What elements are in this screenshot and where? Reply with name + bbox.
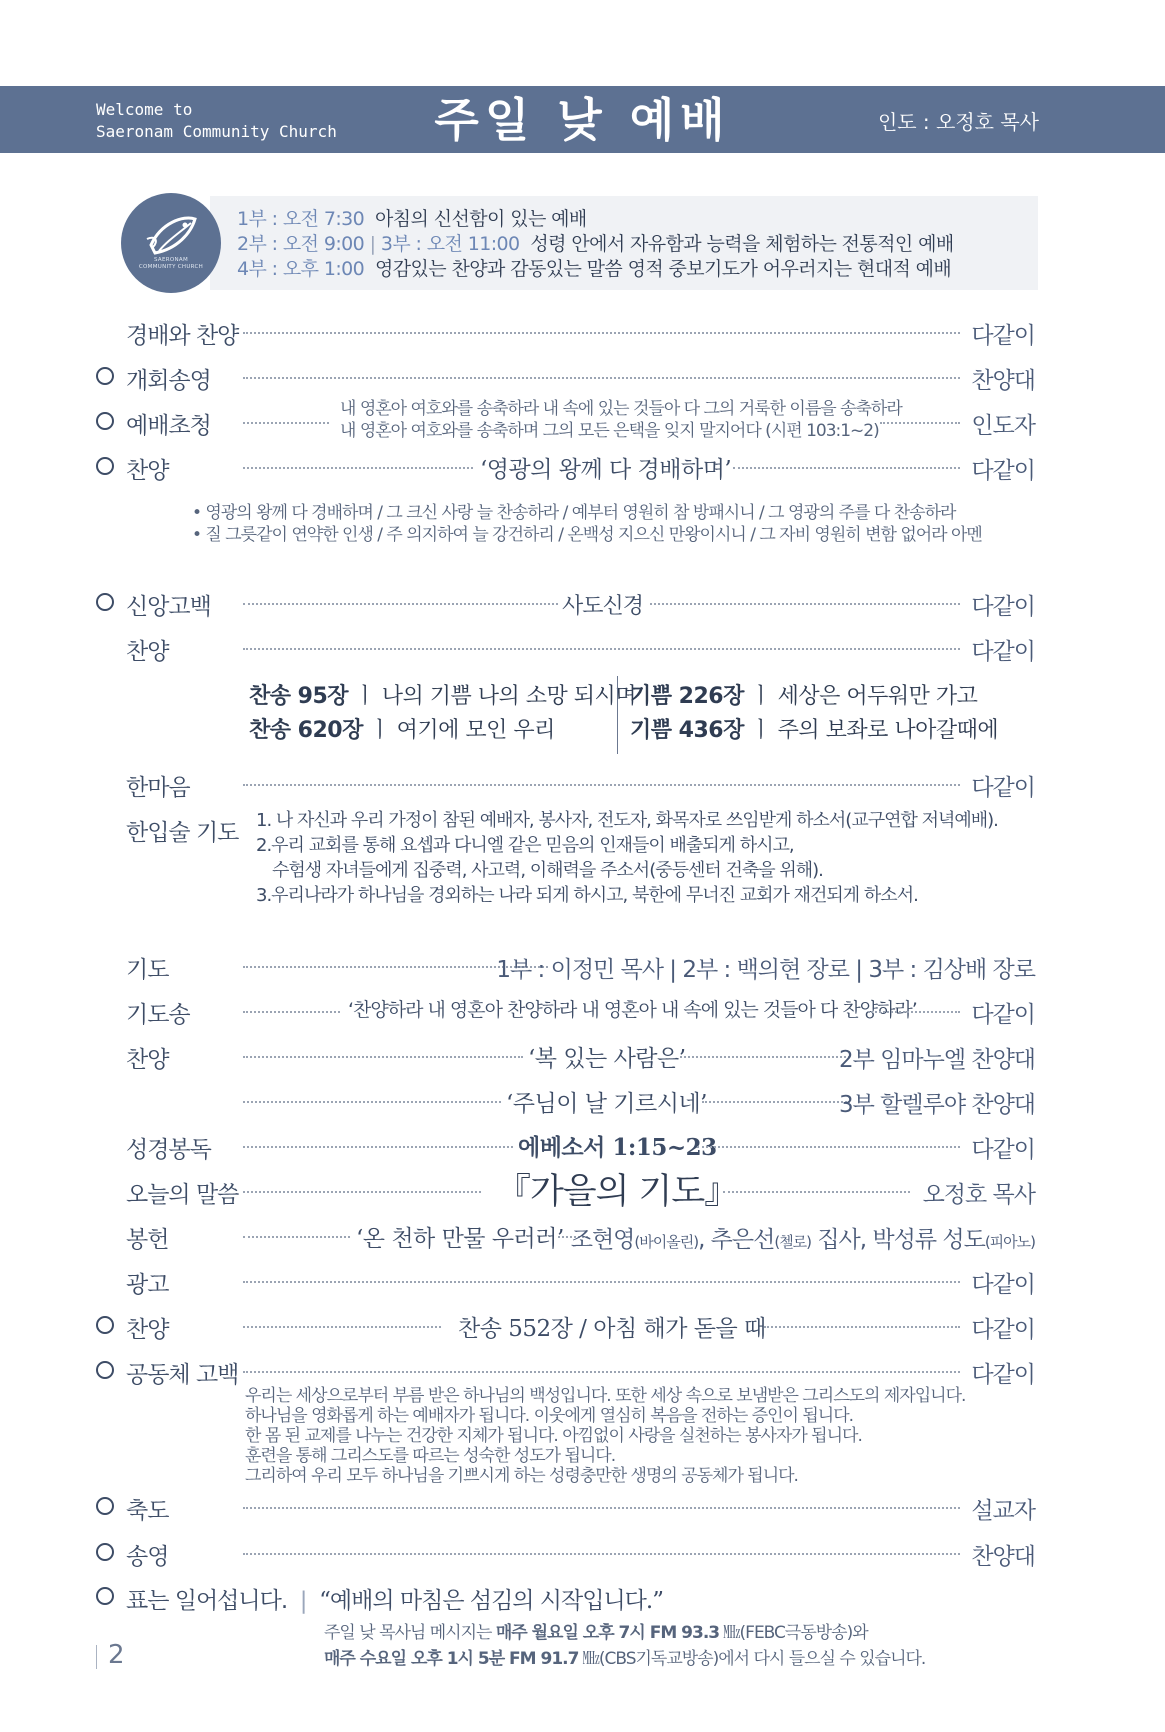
stand-marker	[96, 1497, 114, 1515]
call-scripture: 내 영혼아 여호와를 송축하라 내 속에 있는 것들아 다 그의 거룩한 이름을 송축하라 내 영혼아 여호와를 송축하며 그의 모든 은택을 잊지 말지어다 (시편 103:1~2)	[340, 399, 902, 441]
dotted-leader	[697, 1146, 960, 1148]
order-right-praise3-1: 2부 임마누엘 찬양대	[839, 1047, 1035, 1073]
praise3-title-2: ‘주님이 날 기르시네’	[506, 1091, 707, 1117]
order-label-worship: 경배와 찬양	[126, 323, 239, 349]
reading-passage: 에베소서 1:15~23	[518, 1134, 717, 1161]
service-time-3: 4부 : 오후 1:00 영감있는 찬양과 감동있는 말씀 영적 중보기도가 어우러지는 현대적 예배	[237, 258, 952, 280]
order-label-prayer: 한입술 기도	[126, 820, 239, 846]
order-label-reading: 성경봉독	[126, 1137, 211, 1163]
stand-note: 표는 일어섭니다. | “예배의 마침은 섬김의 시작입니다.”	[126, 1588, 663, 1614]
hymn-item: 기쁨 226장 ㅣ 세상은 어두워만 가고	[630, 684, 978, 709]
order-label-call: 예배초청	[126, 413, 211, 439]
order-label-praise4: 찬양	[126, 1317, 169, 1343]
order-label-sermon: 오늘의 말씀	[126, 1182, 239, 1208]
confession-text: 우리는 세상으로부터 부름 받은 하나님의 백성입니다. 또한 세상 속으로 보냄받은 그리스도의 제자입니다. 하나님을 영화롭게 하는 예배자가 됩니다. 이웃에게 열심히 복음을 전하는 증인이 됩니다. 한 몸 된 교제를 나누는 건강한 지체가 됩니다. 아낌없이 사랑을 실천하는 봉사자가 됩니다. 훈련을 통해 그리스도를 따르는 성숙한 성도가 됩니다. 그리하여 우리 모두 하나님을 기쁘시게 하는 성령충만한 생명의 공동체가 됩니다.	[245, 1386, 966, 1486]
dotted-leader	[243, 603, 558, 605]
service-time-1: 1부 : 오전 7:30 아침의 신선함이 있는 예배	[237, 208, 587, 230]
praise4-title: 찬송 552장 / 아침 해가 돋을 때	[458, 1316, 766, 1342]
offering-hymn: ‘온 천하 만물 우러러’	[356, 1226, 564, 1252]
dotted-leader	[243, 1011, 340, 1013]
stand-marker	[96, 367, 114, 385]
logo-text: SAERONAM COMMUNITY CHURCH	[138, 257, 204, 270]
service-leader: 인도 : 오정호 목사	[877, 110, 1039, 134]
order-label-praise3: 찬양	[126, 1047, 169, 1073]
fish-icon	[121, 193, 221, 293]
dotted-leader	[243, 1146, 513, 1148]
order-right-praise2: 다같이	[971, 639, 1035, 665]
order-right-praise4: 다같이	[971, 1317, 1035, 1343]
praise1-lyrics: • 영광의 왕께 다 경배하며 / 그 크신 사랑 늘 찬송하라 / 예부터 영원히 참 방패시니 / 그 영광의 주를 다 찬송하라 • 질 그릇같이 연약한 인생 / 주 의지하여 늘 강건하리 / 온백성 지으신 만왕이시니 / 그 자비 영원히 변함 없어라 아멘	[192, 503, 982, 545]
creed-title: 사도신경	[562, 594, 644, 619]
order-right-confession: 다같이	[971, 1362, 1035, 1388]
dotted-leader	[868, 1011, 960, 1013]
order-right-offering: 조현영(바이올린), 추은선(첼로) 집사, 박성류 성도(피아노)	[570, 1227, 1035, 1253]
dotted-leader	[243, 1056, 523, 1058]
prayer-list: 1. 나 자신과 우리 가정이 참된 예배자, 봉사자, 전도자, 화목자로 쓰임받게 하소서(교구연합 저녁예배). 2.우리 교회를 통해 요셉과 다니엘 같은 믿음의 인재들이 배출되게 하시고, 수험생 자녀들에게 집중력, 사고력, 이해력을 주소서(중등센터 건축을 위해). 3.우리나라가 하나님을 경외하는 나라 되게 하시고, 북한에 무너진 교회가 재건되게 하소서.	[256, 810, 998, 906]
dotted-leader	[243, 332, 960, 334]
stand-marker	[96, 1361, 114, 1379]
dotted-leader	[243, 1553, 960, 1555]
order-label-opening: 개회송영	[126, 368, 211, 394]
dotted-leader	[243, 422, 329, 424]
order-right-creed: 다같이	[971, 594, 1035, 620]
dotted-leader	[243, 1236, 350, 1238]
church-logo	[121, 193, 221, 293]
stand-marker	[96, 412, 114, 430]
order-label-onemind: 한마음	[126, 775, 190, 801]
order-right-reading: 다같이	[971, 1137, 1035, 1163]
order-right-prayer2: 1부 : 이정민 목사 | 2부 : 백의현 장로 | 3부 : 김상배 장로	[496, 957, 1035, 983]
dotted-leader	[702, 1101, 850, 1103]
praise3-title-1: ‘복 있는 사람은’	[528, 1046, 686, 1072]
order-label-prayer-song: 기도송	[126, 1002, 190, 1028]
dotted-leader	[243, 1326, 441, 1328]
order-right-opening: 찬양대	[971, 368, 1035, 394]
broadcast-info: 주일 낮 목사님 메시지는 매주 월요일 오후 7시 FM 93.3 ㎒(FEBC극동방송)와 매주 수요일 오후 1시 5분 FM 91.7 ㎒(CBS기독교방송)에서 다시 들으실 수 있습니다.	[324, 1623, 926, 1669]
order-label-confession: 공동체 고백	[126, 1362, 239, 1388]
order-label-praise1: 찬양	[126, 458, 169, 484]
page-number: 2	[108, 1640, 125, 1670]
dotted-leader	[650, 603, 960, 605]
order-label-prayer2: 기도	[126, 957, 169, 983]
service-time-2: 2부 : 오전 9:00 | 3부 : 오전 11:00 성령 안에서 자유함과 능력을 체험하는 전통적인 예배	[237, 233, 954, 255]
order-right-onemind: 다같이	[971, 775, 1035, 801]
hymn-item: 찬송 620장 ㅣ 여기에 모인 우리	[249, 718, 555, 743]
order-right-sermon: 오정호 목사	[922, 1182, 1035, 1208]
order-right-prayer-song: 다같이	[971, 1002, 1035, 1028]
dotted-leader	[764, 1326, 960, 1328]
order-right-call: 인도자	[971, 413, 1035, 439]
stand-marker	[96, 1543, 114, 1561]
order-right-notice: 다같이	[971, 1272, 1035, 1298]
dotted-leader	[243, 648, 960, 650]
dotted-leader	[243, 1507, 960, 1509]
dotted-leader	[243, 1101, 501, 1103]
hymn-item: 찬송 95장 ㅣ 나의 기쁨 나의 소망 되시며	[249, 684, 637, 709]
stand-marker	[96, 593, 114, 611]
dotted-leader	[723, 1191, 910, 1193]
hymn-list-right	[630, 680, 998, 748]
order-right-benediction: 설교자	[971, 1498, 1035, 1524]
hymn-list-left	[249, 680, 636, 748]
praise1-title: ‘영광의 왕께 다 경배하며’	[480, 457, 732, 483]
dotted-leader	[243, 1371, 960, 1373]
dotted-leader	[733, 467, 960, 469]
stand-marker	[96, 1316, 114, 1334]
stand-marker	[96, 457, 114, 475]
dotted-leader	[243, 377, 960, 379]
dotted-leader	[243, 784, 960, 786]
stand-marker	[96, 1587, 114, 1605]
dotted-leader	[243, 467, 473, 469]
order-label-praise2: 찬양	[126, 639, 169, 665]
dotted-leader	[880, 422, 960, 424]
order-right-praise1: 다같이	[971, 458, 1035, 484]
order-right-closing: 찬양대	[971, 1544, 1035, 1570]
hymn-divider	[617, 676, 618, 754]
dotted-leader	[243, 1191, 481, 1193]
welcome-text: Welcome to Saeronam Community Church	[96, 100, 337, 141]
dotted-leader	[680, 1056, 850, 1058]
prayer-song-title: ‘찬양하라 내 영혼아 찬양하라 내 영혼아 내 속에 있는 것들아 다 찬양하라’	[348, 999, 917, 1021]
order-right-praise3-2: 3부 할렐루야 찬양대	[839, 1092, 1035, 1118]
order-right-worship: 다같이	[971, 323, 1035, 349]
order-label-notice: 광고	[126, 1272, 169, 1298]
order-label-benediction: 축도	[126, 1498, 169, 1524]
hymn-item: 기쁨 436장 ㅣ 주의 보좌로 나아갈때에	[630, 718, 999, 743]
order-label-closing: 송영	[126, 1544, 169, 1570]
sermon-title: 『가을의 기도』	[496, 1172, 739, 1212]
order-label-offering: 봉헌	[126, 1227, 169, 1253]
page-number-bar	[96, 1645, 97, 1669]
dotted-leader	[243, 1281, 960, 1283]
order-label-creed: 신앙고백	[126, 594, 211, 620]
page-title: 주일 낮 예배	[434, 93, 731, 147]
